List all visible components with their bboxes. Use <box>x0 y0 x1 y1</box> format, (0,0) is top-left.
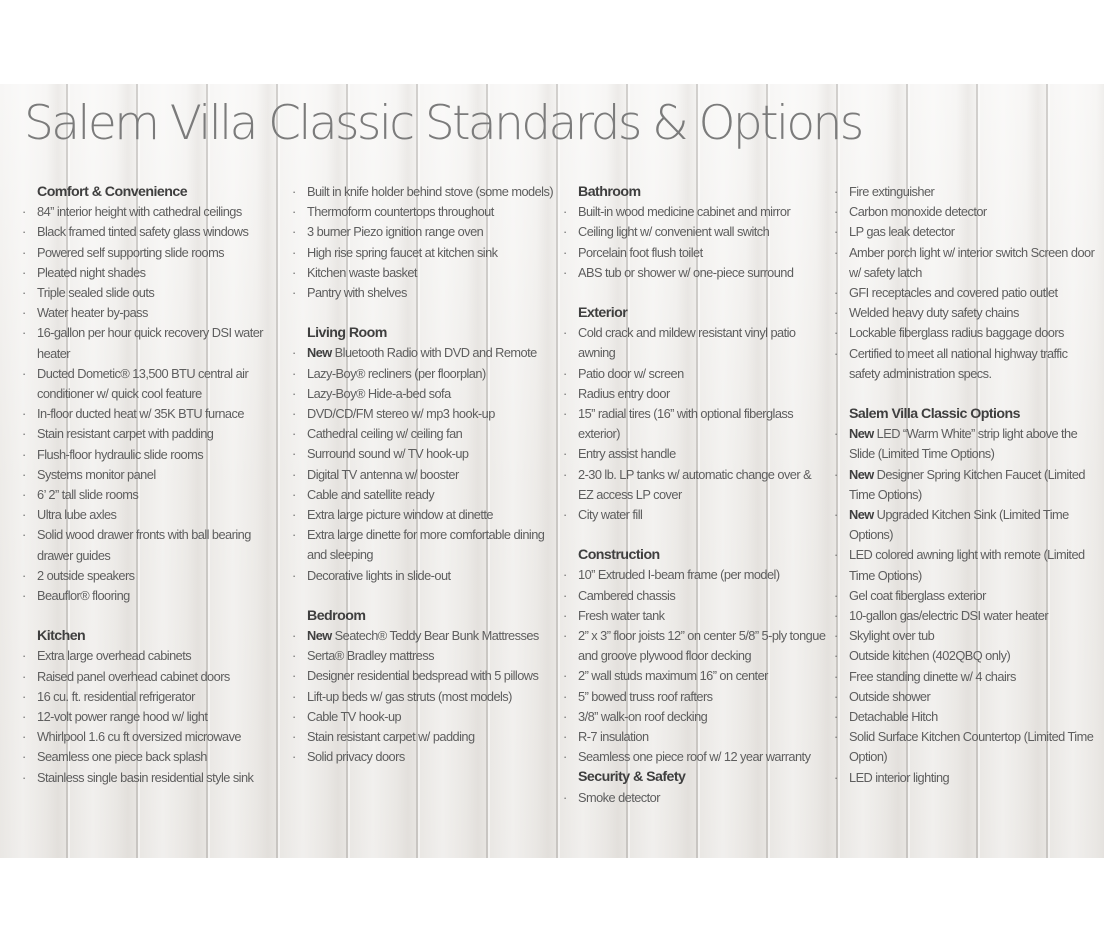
spec-item-text: 3 burner Piezo ignition range oven <box>307 224 484 240</box>
spec-item-text: 2” wall studs maximum 16” on center <box>578 668 768 684</box>
spec-item <box>307 747 557 767</box>
spec-item <box>37 465 283 485</box>
spec-item <box>307 646 557 666</box>
spec-item <box>307 727 557 747</box>
spec-item <box>37 323 283 363</box>
spec-section <box>37 626 283 788</box>
spec-item-text: GFI receptacles and covered patio outlet <box>849 285 1058 301</box>
spec-item-text: 5” bowed truss roof rafters <box>578 688 713 704</box>
spec-item <box>849 727 1101 767</box>
spec-item-text: Systems monitor panel <box>37 466 156 482</box>
spec-item <box>578 747 828 767</box>
spec-list <box>37 202 283 606</box>
spec-item <box>307 202 557 222</box>
spec-list <box>578 788 828 808</box>
spec-item-text: Free standing dinette w/ 4 chairs <box>849 668 1016 684</box>
spec-item <box>578 707 828 727</box>
spec-item-text: Entry assist handle <box>578 446 676 462</box>
spec-item <box>849 202 1101 222</box>
new-badge: New <box>849 466 874 482</box>
spec-item <box>307 626 557 646</box>
spec-item-text: Designer Spring Kitchen Faucet (Limited Time Options) <box>849 466 1085 502</box>
spec-item <box>849 182 1101 202</box>
spec-item <box>849 626 1101 646</box>
section-heading: Salem Villa Classic Options <box>849 406 1020 423</box>
spec-item-text: LP gas leak detector <box>849 224 955 240</box>
spec-item-text: Fresh water tank <box>578 607 665 623</box>
spec-item-text: Radius entry door <box>578 385 670 401</box>
spec-item <box>578 202 828 222</box>
spec-item-text: Smoke detector <box>578 789 660 805</box>
spec-item <box>307 364 557 384</box>
spec-item-text: Digital TV antenna w/ booster <box>307 466 459 482</box>
spec-item-text: Welded heavy duty safety chains <box>849 305 1019 321</box>
spec-item <box>307 465 557 485</box>
spec-item <box>37 424 283 444</box>
spec-list <box>578 202 828 283</box>
section-heading: Security & Safety <box>578 769 686 786</box>
spec-item-text: Lazy-Boy® Hide-a-bed sofa <box>307 385 451 401</box>
spec-section <box>578 545 828 767</box>
spec-item-text: Thermoform countertops throughout <box>307 204 494 220</box>
spec-item-text: Stainless single basin residential style sink <box>37 769 254 785</box>
spec-item-text: ABS tub or shower w/ one-piece surround <box>578 264 794 280</box>
spec-item-text: Raised panel overhead cabinet doors <box>37 668 230 684</box>
spec-item <box>307 424 557 444</box>
spec-list <box>849 424 1101 788</box>
spec-item-text: Seatech® Teddy Bear Bunk Mattresses <box>331 628 539 644</box>
spec-item-text: Seamless one piece back splash <box>37 749 207 765</box>
spec-item-text: Skylight over tub <box>849 628 935 644</box>
spec-item <box>849 344 1101 384</box>
spec-item-text: Amber porch light w/ interior switch Screen door w/ safety latch <box>849 244 1095 280</box>
column-2 <box>307 182 557 787</box>
spec-section <box>578 303 828 525</box>
spec-item-text: 3/8” walk-on roof decking <box>578 708 708 724</box>
spec-section <box>307 182 557 303</box>
spec-item-text: Built-in wood medicine cabinet and mirror <box>578 204 791 220</box>
spec-item <box>578 666 828 686</box>
spec-section <box>578 767 828 807</box>
spec-item-text: City water fill <box>578 507 643 523</box>
spec-item <box>578 565 828 585</box>
spec-item-text: Built in knife holder behind stove (some models) <box>307 184 554 199</box>
spec-item-text: Lockable fiberglass radius baggage doors <box>849 325 1064 341</box>
spec-item-text: Kitchen waste basket <box>307 264 417 280</box>
spec-item-text: Pantry with shelves <box>307 285 407 301</box>
spec-item-text: Ultra lube axles <box>37 507 117 523</box>
spec-item-text: Outside shower <box>849 688 931 704</box>
spec-item <box>307 444 557 464</box>
spec-list <box>37 646 283 787</box>
spec-item-text: Solid Surface Kitchen Countertop (Limited Time Option) <box>849 729 1094 765</box>
spec-item-text: Upgraded Kitchen Sink (Limited Time Options) <box>849 507 1069 543</box>
spec-item <box>578 586 828 606</box>
spec-item-text: Patio door w/ screen <box>578 365 684 381</box>
spec-list <box>849 182 1101 384</box>
spec-item-text: Cathedral ceiling w/ ceiling fan <box>307 426 463 442</box>
section-heading: Bedroom <box>307 607 366 624</box>
spec-item-text: Ducted Dometic® 13,500 BTU central air conditioner w/ quick cool feature <box>37 365 249 402</box>
spec-item <box>307 283 557 303</box>
spec-item <box>578 505 828 525</box>
spec-item-text: Bluetooth Radio with DVD and Remote <box>331 345 537 361</box>
spec-item-text: 2” x 3” floor joists 12” on center 5/8” 5-ply tongue and groove plywood floor decking <box>578 628 826 664</box>
spec-item-text: Black framed tinted safety glass windows <box>37 224 249 240</box>
spec-item-text: High rise spring faucet at kitchen sink <box>307 244 498 260</box>
spec-item <box>849 505 1101 545</box>
spec-item-text: 16-gallon per hour quick recovery DSI water heater <box>37 325 264 361</box>
spec-item-text: Surround sound w/ TV hook-up <box>307 446 469 462</box>
spec-item-text: 12-volt power range hood w/ light <box>37 709 208 725</box>
column-3 <box>578 182 828 828</box>
spec-item-text: Outside kitchen (402QBQ only) <box>849 648 1011 664</box>
spec-list <box>307 626 557 767</box>
spec-item <box>578 727 828 747</box>
spec-item-text: LED colored awning light with remote (Limited Time Options) <box>849 547 1085 583</box>
spec-item <box>37 445 283 465</box>
spec-item <box>37 303 283 323</box>
spec-item-text: Extra large picture window at dinette <box>307 507 493 523</box>
spec-section <box>307 606 557 768</box>
section-heading: Kitchen <box>37 628 86 645</box>
spec-list <box>578 565 828 767</box>
spec-item-text: 10-gallon gas/electric DSI water heater <box>849 608 1049 624</box>
spec-item-text: R-7 insulation <box>578 729 649 745</box>
spec-item-text: 2 outside speakers <box>37 567 135 583</box>
spec-item-text: 2-30 lb. LP tanks w/ automatic change over & EZ access LP cover <box>578 466 812 502</box>
spec-item-text: Cable TV hook-up <box>307 708 402 724</box>
new-badge: New <box>307 345 332 361</box>
spec-item-text: 84” interior height with cathedral ceilings <box>37 204 242 220</box>
spec-section <box>37 182 283 606</box>
spec-item <box>37 485 283 505</box>
spec-item <box>37 404 283 424</box>
spec-item <box>849 424 1101 464</box>
spec-item-text: Serta® Bradley mattress <box>307 648 434 664</box>
spec-item <box>37 586 283 606</box>
spec-item-text: Porcelain foot flush toilet <box>578 244 703 260</box>
spec-item <box>578 465 828 505</box>
spec-item <box>37 707 283 727</box>
spec-item <box>578 222 828 242</box>
spec-item <box>307 243 557 263</box>
spec-item-text: Seamless one piece roof w/ 12 year warranty <box>578 749 811 765</box>
spec-item <box>37 525 283 565</box>
spec-item <box>849 606 1101 626</box>
spec-item <box>307 343 557 363</box>
spec-item-text: Carbon monoxide detector <box>849 204 987 220</box>
section-heading: Construction <box>578 547 660 564</box>
spec-item <box>307 666 557 686</box>
spec-item-text: Extra large overhead cabinets <box>37 648 192 664</box>
spec-item <box>307 384 557 404</box>
spec-item <box>849 323 1101 343</box>
spec-item <box>37 687 283 707</box>
spec-item <box>37 768 283 788</box>
spec-list <box>307 343 557 585</box>
spec-item-text: Lazy-Boy® recliners (per floorplan) <box>307 365 486 381</box>
spec-item <box>578 788 828 808</box>
spec-item-text: Powered self supporting slide rooms <box>37 244 225 260</box>
spec-item <box>37 505 283 525</box>
spec-item-text: 16 cu. ft. residential refrigerator <box>37 688 195 704</box>
spec-section <box>307 323 557 586</box>
spec-item <box>37 243 283 263</box>
spec-section <box>849 182 1101 384</box>
spec-item <box>578 364 828 384</box>
spec-item <box>307 222 557 242</box>
spec-item <box>37 566 283 586</box>
spec-item-text: Whirlpool 1.6 cu ft oversized microwave <box>37 729 242 745</box>
spec-item-text: Gel coat fiberglass exterior <box>849 587 986 603</box>
spec-item-text: DVD/CD/FM stereo w/ mp3 hook-up <box>307 406 495 422</box>
spec-item <box>849 545 1101 585</box>
spec-item-text: Extra large dinette for more comfortable dining and sleeping <box>307 527 545 563</box>
spec-item <box>37 646 283 666</box>
spec-item <box>578 404 828 444</box>
spec-item-text: Cable and satellite ready <box>307 486 435 502</box>
spec-item-text: Certified to meet all national highway traffic safety administration specs. <box>849 345 1068 381</box>
spec-item <box>578 606 828 626</box>
spec-section <box>578 182 828 283</box>
spec-item <box>37 283 283 303</box>
spec-item <box>578 243 828 263</box>
spec-item <box>307 505 557 525</box>
new-badge: New <box>849 507 874 523</box>
spec-item <box>307 263 557 283</box>
spec-item <box>849 222 1101 242</box>
spec-list <box>307 182 557 303</box>
spec-item <box>849 586 1101 606</box>
section-heading: Bathroom <box>578 184 641 200</box>
spec-item <box>307 525 557 565</box>
spec-item <box>578 384 828 404</box>
spec-item-text: Stain resistant carpet w/ padding <box>307 729 475 745</box>
spec-item <box>849 687 1101 707</box>
spec-item <box>307 182 557 202</box>
spec-item-text: 15” radial tires (16” with optional fiberglass exterior) <box>578 406 794 442</box>
spec-item-text: Triple sealed slide outs <box>37 285 155 301</box>
spec-item-text: Pleated night shades <box>37 264 146 280</box>
new-badge: New <box>307 628 332 644</box>
spec-item-text: Ceiling light w/ convenient wall switch <box>578 224 770 240</box>
spec-item <box>37 263 283 283</box>
spec-item <box>37 222 283 242</box>
spec-item-text: Detachable Hitch <box>849 709 938 725</box>
spec-item-text: Solid wood drawer fronts with ball bearing drawer guides <box>37 527 251 563</box>
spec-item-text: In-floor ducted heat w/ 35K BTU furnace <box>37 406 244 422</box>
spec-item <box>37 364 283 404</box>
spec-item <box>307 707 557 727</box>
section-heading: Exterior <box>578 305 628 322</box>
spec-item <box>578 263 828 283</box>
spec-item <box>37 202 283 222</box>
spec-item <box>849 667 1101 687</box>
spec-item <box>849 646 1101 666</box>
spec-item <box>578 444 828 464</box>
spec-item-text: Flush-floor hydraulic slide rooms <box>37 446 204 462</box>
spec-item <box>849 707 1101 727</box>
spec-item-text: Beauflor® flooring <box>37 588 130 604</box>
spec-item-text: Solid privacy doors <box>307 749 405 765</box>
spec-item <box>849 303 1101 323</box>
spec-item-text: Stain resistant carpet with padding <box>37 426 214 442</box>
spec-item <box>849 283 1101 303</box>
spec-item <box>849 465 1101 505</box>
spec-item <box>37 667 283 687</box>
spec-item <box>307 404 557 424</box>
spec-item <box>307 485 557 505</box>
new-badge: New <box>849 426 874 442</box>
section-heading: Living Room <box>307 325 387 342</box>
spec-item <box>578 323 828 363</box>
spec-item-text: Cold crack and mildew resistant vinyl patio awning <box>578 325 796 361</box>
spec-item-text: Designer residential bedspread with 5 pillows <box>307 668 539 684</box>
spec-item-text: Decorative lights in slide-out <box>307 567 451 583</box>
section-heading: Comfort & Convenience <box>37 184 188 200</box>
spec-item-text: LED “Warm White” strip light above the Slide (Limited Time Options) <box>849 426 1078 462</box>
spec-item-text: LED interior lighting <box>849 769 950 785</box>
spec-list <box>578 323 828 525</box>
spec-item-text: 6’ 2” tall slide rooms <box>37 487 139 503</box>
spec-item-text: Water heater by-pass <box>37 305 148 321</box>
spec-item-text: 10” Extruded I-beam frame (per model) <box>578 567 780 583</box>
spec-item <box>849 768 1101 788</box>
spec-item <box>307 566 557 586</box>
spec-item-text: Cambered chassis <box>578 587 676 603</box>
spec-item <box>37 747 283 767</box>
page-title: Salem Villa Classic Standards & Options <box>24 96 862 151</box>
column-1 <box>37 182 283 808</box>
spec-item-text: Lift-up beds w/ gas struts (most models) <box>307 688 512 704</box>
spec-item-text: Fire extinguisher <box>849 184 935 199</box>
spec-item <box>849 243 1101 283</box>
spec-item <box>578 626 828 666</box>
spec-section <box>849 404 1101 788</box>
spec-item <box>578 687 828 707</box>
spec-item <box>307 687 557 707</box>
column-4 <box>849 182 1101 808</box>
spec-item <box>37 727 283 747</box>
